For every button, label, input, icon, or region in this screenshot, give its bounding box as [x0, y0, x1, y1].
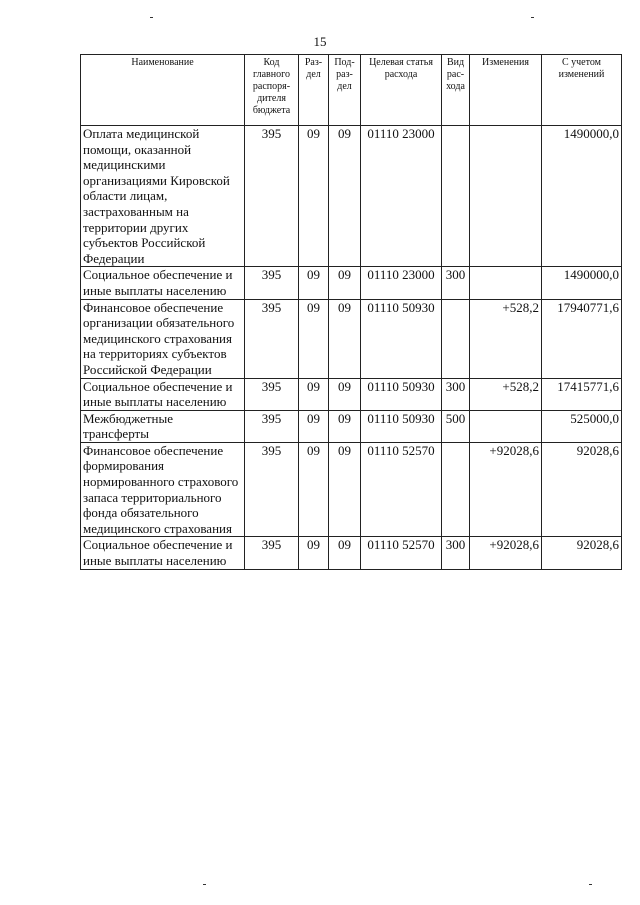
header-kind: Вид рас-хода [442, 55, 470, 126]
header-code: Код главного распоря-дителя бюджета [245, 55, 299, 126]
scan-speck [150, 17, 153, 18]
row-name: Финансовое обеспечение организации обязательного медицинского страхования на территориях субъектов Российской Федерации [81, 299, 245, 378]
row-code: 395 [245, 442, 299, 537]
header-subsection: Под-раз-дел [329, 55, 361, 126]
row-name: Финансовое обеспечение формирования нормированного страхового запаса территориального фонда обязательного медицинского страхования [81, 442, 245, 537]
row-changes [470, 410, 542, 442]
row-total: 525000,0 [542, 410, 622, 442]
row-section: 09 [299, 299, 329, 378]
row-target: 01110 50930 [361, 410, 442, 442]
table-header-row [81, 55, 622, 126]
header-total: С учетом изменений [542, 55, 622, 126]
row-kind: 300 [442, 378, 470, 410]
row-subsection: 09 [329, 267, 361, 299]
row-changes: +528,2 [470, 299, 542, 378]
row-total: 17940771,6 [542, 299, 622, 378]
row-kind: 500 [442, 410, 470, 442]
row-kind: 300 [442, 267, 470, 299]
row-target: 01110 52570 [361, 537, 442, 569]
row-target: 01110 50930 [361, 378, 442, 410]
row-changes: +92028,6 [470, 442, 542, 537]
table-row [81, 299, 622, 378]
row-code: 395 [245, 378, 299, 410]
row-target: 01110 23000 [361, 126, 442, 267]
row-subsection: 09 [329, 299, 361, 378]
row-code: 395 [245, 537, 299, 569]
table-row [81, 126, 622, 267]
row-subsection: 09 [329, 537, 361, 569]
row-kind [442, 126, 470, 267]
row-changes [470, 267, 542, 299]
row-changes: +92028,6 [470, 537, 542, 569]
table-row [81, 410, 622, 442]
row-subsection: 09 [329, 410, 361, 442]
table-row [81, 442, 622, 537]
row-section: 09 [299, 126, 329, 267]
row-subsection: 09 [329, 126, 361, 267]
row-section: 09 [299, 267, 329, 299]
row-kind [442, 299, 470, 378]
row-section: 09 [299, 410, 329, 442]
table-row [81, 378, 622, 410]
row-total: 92028,6 [542, 537, 622, 569]
row-code: 395 [245, 299, 299, 378]
row-name: Социальное обеспечение и иные выплаты населению [81, 378, 245, 410]
row-section: 09 [299, 537, 329, 569]
row-kind: 300 [442, 537, 470, 569]
row-total: 17415771,6 [542, 378, 622, 410]
row-total: 1490000,0 [542, 126, 622, 267]
row-changes: +528,2 [470, 378, 542, 410]
row-code: 395 [245, 410, 299, 442]
row-changes [470, 126, 542, 267]
row-name: Социальное обеспечение и иные выплаты населению [81, 537, 245, 569]
table-row [81, 537, 622, 569]
row-target: 01110 50930 [361, 299, 442, 378]
row-total: 1490000,0 [542, 267, 622, 299]
row-code: 395 [245, 267, 299, 299]
scan-speck [589, 884, 592, 885]
row-section: 09 [299, 378, 329, 410]
row-target: 01110 52570 [361, 442, 442, 537]
header-changes: Изменения [470, 55, 542, 126]
header-target: Целевая статья расхода [361, 55, 442, 126]
row-total: 92028,6 [542, 442, 622, 537]
page-number: 15 [313, 34, 327, 49]
scan-speck [531, 17, 534, 18]
table-row [81, 267, 622, 299]
row-subsection: 09 [329, 378, 361, 410]
row-subsection: 09 [329, 442, 361, 537]
budget-table [80, 54, 622, 570]
row-code: 395 [245, 126, 299, 267]
row-section: 09 [299, 442, 329, 537]
row-name: Социальное обеспечение и иные выплаты населению [81, 267, 245, 299]
row-target: 01110 23000 [361, 267, 442, 299]
row-kind [442, 442, 470, 537]
row-name: Межбюджетные трансферты [81, 410, 245, 442]
header-name: Наименование [81, 55, 245, 126]
scan-speck [203, 884, 206, 885]
row-name: Оплата медицинской помощи, оказанной медицинскими организациями Кировской области лицам, застрахованным на территории других субъектов Российской Федерации [81, 126, 245, 267]
header-section: Раз-дел [299, 55, 329, 126]
